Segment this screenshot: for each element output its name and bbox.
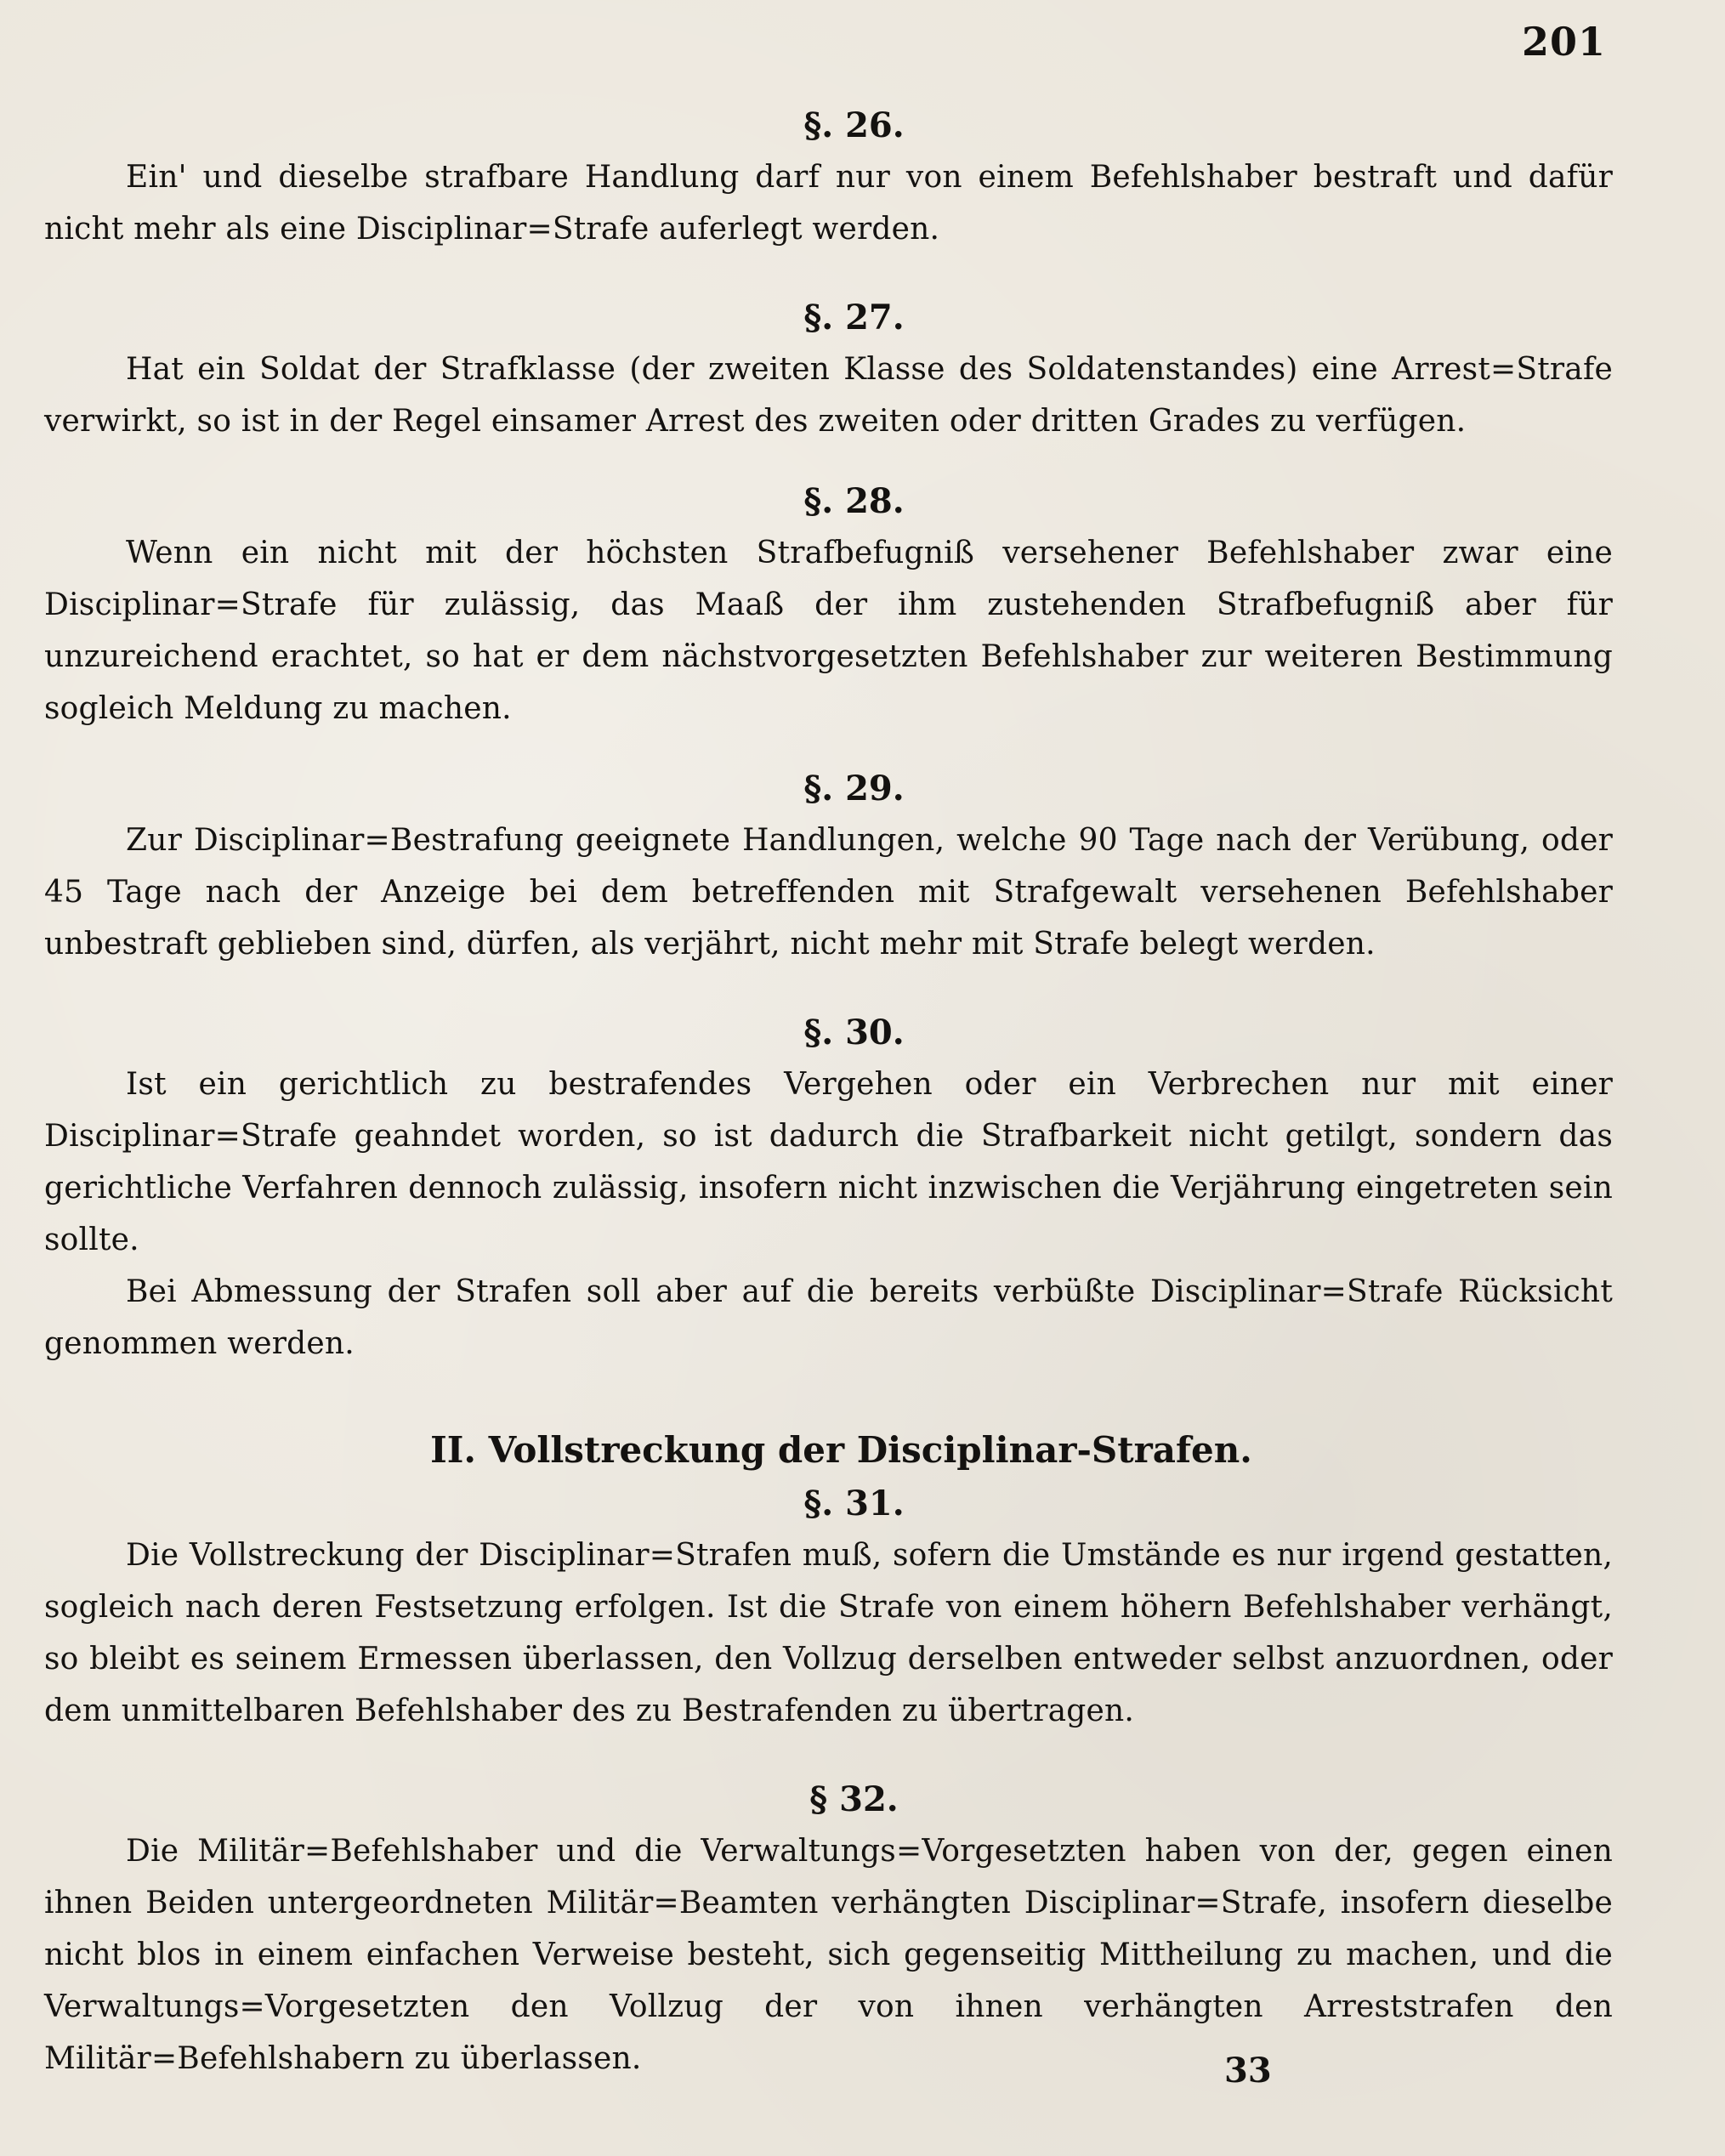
page-number: 201 [1521, 19, 1606, 65]
paragraph: Hat ein Soldat der Strafklasse (der zweiten Klasse des Soldatenstandes) eine Arrest=Strafe verwirkt, so ist in der Regel einsamer Arrest des zweiten oder dritten Grades zu verfügen. [44, 352, 1613, 439]
section-32 [44, 1774, 1613, 2085]
section-heading: §. 29. [803, 769, 905, 808]
sheet-signature-number: 33 [1224, 2051, 1272, 2091]
paragraph: Ist ein gerichtlich zu bestrafendes Vergehen oder ein Verbrechen nur mit einer Disciplinar=Strafe geahndet worden, so ist dadurch die Strafbarkeit nicht getilgt, sondern das gerichtliche Verfahren dennoch zulässig, insofern nicht inzwischen die Verjährung eingetreten sein sollte. [44, 1067, 1613, 1257]
section-30 [44, 1007, 1613, 1370]
paragraph: Bei Abmessung der Strafen soll aber auf die bereits verbüßte Disciplinar=Strafe Rücksicht genommen werden. [44, 1274, 1613, 1361]
main-text [44, 100, 1613, 2085]
section-heading: §. 27. [803, 298, 905, 338]
section-heading: §. 31. [803, 1484, 905, 1523]
section-29 [44, 763, 1613, 970]
paragraph: Ein' und dieselbe strafbare Handlung darf nur von einem Befehlshaber bestraft und dafür nicht mehr als eine Disciplinar=Strafe auferlegt werden. [44, 160, 1613, 247]
section-28 [44, 476, 1613, 735]
section-heading: § 32. [809, 1779, 899, 1819]
paragraph: Die Militär=Befehlshaber und die Verwaltungs=Vorgesetzten haben von der, gegen einen ihnen Beiden untergeordneten Militär=Beamten verhängten Disciplinar=Strafe, insofern dieselbe nicht blos in einem einfachen Verweise besteht, sich gegenseitig Mittheilung zu machen, und die Verwaltungs=Vorgesetzten den Vollzug der von ihnen verhängten Arreststrafen den Militär=Befehlshabern zu überlassen. [44, 1834, 1613, 2076]
section-26 [44, 100, 1613, 255]
section-27 [44, 292, 1613, 447]
section-heading: §. 28. [803, 481, 905, 521]
part-title: II. Vollstreckung der Disciplinar-Strafen. [430, 1429, 1252, 1471]
paragraph: Zur Disciplinar=Bestrafung geeignete Handlungen, welche 90 Tage nach der Verübung, oder 45 Tage nach der Anzeige bei dem betreffenden mit Strafgewalt versehenen Befehlshaber unbestraft geblieben sind, dürfen, als verjährt, nicht mehr mit Strafe belegt werden. [44, 823, 1613, 962]
section-heading: §. 26. [803, 105, 905, 145]
section-31 [44, 1478, 1613, 1737]
section-heading: §. 30. [803, 1013, 905, 1052]
paragraph: Die Vollstreckung der Disciplinar=Strafen muß, sofern die Umstände es nur irgend gestatten, sogleich nach deren Festsetzung erfolgen. Ist die Strafe von einem höhern Befehlshaber verhängt, so bleibt es seinem Ermessen überlassen, den Vollzug derselben entweder selbst anzuordnen, oder dem unmittelbaren Befehlshaber des zu Bestrafenden zu übertragen. [44, 1538, 1613, 1728]
paragraph: Wenn ein nicht mit der höchsten Strafbefugniß versehener Befehlshaber zwar eine Disciplinar=Strafe für zulässig, das Maaß der ihm zustehenden Strafbefugniß aber für unzureichend erachtet, so hat er dem nächstvorgesetzten Befehlshaber zur weiteren Bestimmung sogleich Meldung zu machen. [44, 536, 1613, 726]
